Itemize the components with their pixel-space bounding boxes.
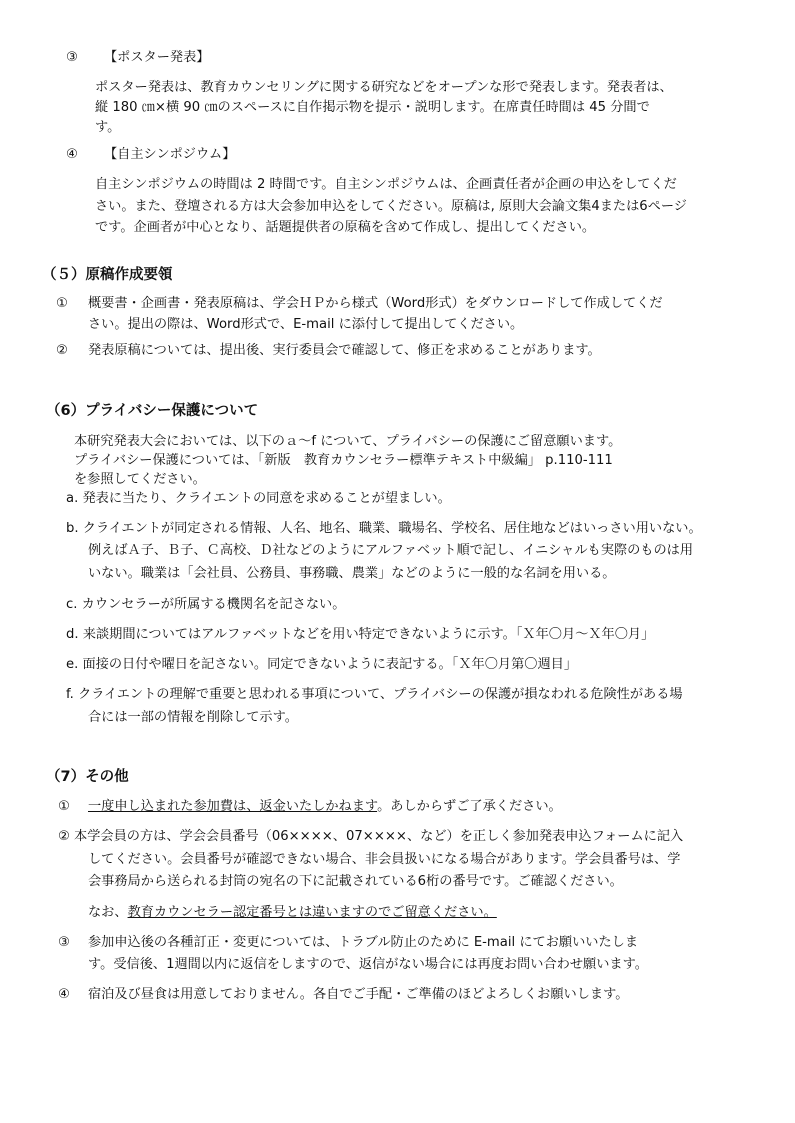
symposium-number: ④: [66, 147, 78, 162]
certification-number-notice: 教育カウンセラー認定番号とは違いますのでご留意ください。: [127, 905, 497, 920]
section-7-heading: （7）その他: [46, 769, 129, 785]
refund-notice-rest: 。あしからずご了承ください。: [377, 799, 562, 814]
sec5-item-2-line: 発表原稿については、提出後、実行委員会で確認して、修正を求めることがあります。: [88, 343, 601, 358]
refund-notice: 一度申し込まれた参加費は、返金いたしかねます: [88, 799, 378, 814]
symposium-text-line: さい。また、登壇される方は大会参加申込をしてください。原稿は, 原則大会論文集4または6ページ: [95, 199, 687, 214]
sec5-item-1-line: さい。提出の際は、Word形式で、E-mail に添付して提出してください。: [88, 317, 524, 332]
sec5-item-1-line: 概要書・企画書・発表原稿は、学会ＨＰから様式（Word形式）をダウンロードして作成してくだ: [88, 296, 663, 311]
sec6-item-f: f. クライエントの理解で重要と思われる事項について、プライバシーの保護が損なわれる危険性がある場: [66, 687, 683, 702]
sec6-item-b-continued: いない。職業は「会社員、公務員、事務職、農業」などのように一般的な名詞を用いる。: [88, 566, 616, 581]
poster-number: ③: [66, 50, 78, 65]
sec7-item-3-line: す。受信後、1週間以内に返信をしますので、返信がない場合には再度お問い合わせ願います。: [88, 957, 648, 972]
note-prefix: なお、: [88, 905, 128, 920]
sec7-item-4-line: 宿泊及び昼食は用意しておりません。各自でご手配・ご準備のほどよろしくお願いします。: [88, 987, 629, 1002]
sec7-item-4-number: ④: [58, 987, 70, 1002]
symposium-text-line: です。企画者が中心となり、話題提供者の原稿を含めて作成し、提出してください。: [95, 220, 596, 235]
sec6-intro-line: プライバシー保護については、「新版 教育カウンセラー標準テキスト中級編」 p.110-111: [74, 453, 613, 468]
sec7-item-2-line: してください。会員番号が確認できない場合、非会員扱いになる場合があります。学会員番号は、学: [88, 852, 681, 867]
sec7-item-1-line: [88, 798, 562, 816]
poster-text-line: 縦 180 ㎝×横 90 ㎝のスペースに自作掲示物を提示・説明します。在席責任時間は 45 分間で: [95, 100, 650, 115]
sec6-item-b-continued: 例えばＡ子、Ｂ子、Ｃ高校、Ｄ社などのようにアルファベット順で記し、イニシャルも実際のものは用: [88, 543, 694, 558]
sec5-item-2-number: ②: [56, 343, 68, 358]
section-5-heading: （５）原稿作成要領: [42, 267, 173, 283]
sec6-item-d: d. 来談期間についてはアルファベットなどを用い特定できないように示す。「Ｘ年〇月～Ｘ年〇月」: [66, 627, 655, 642]
poster-title: 【ポスター発表】: [104, 50, 210, 65]
sec6-intro-line: 本研究発表大会においては、以下のａ～f について、プライバシーの保護にご留意願います。: [74, 434, 622, 449]
symposium-title: 【自主シンポジウム】: [104, 147, 236, 162]
sec6-item-b: b. クライエントが同定される情報、人名、地名、職業、職場名、学校名、居住地などはいっさい用いない。: [66, 521, 702, 536]
sec5-item-1-number: ①: [56, 296, 68, 311]
sec7-item-2-line: ② 本学会員の方は、学会会員番号（06××××、07××××、など）を正しく参加発表申込フォームに記入: [58, 829, 684, 844]
sec7-item-3-line: 参加申込後の各種訂正・変更については、トラブル防止のために E-mail にてお願いいたしま: [88, 935, 639, 950]
sec7-item-2-line: 会事務局から送られる封筒の宛名の下に記載されている6桁の番号です。ご確認ください。: [88, 874, 623, 889]
sec6-item-e: e. 面接の日付や曜日を記さない。同定できないように表記する。「Ｘ年〇月第〇週目」: [66, 657, 578, 672]
sec7-item-1-number: ①: [58, 799, 70, 814]
symposium-text-line: 自主シンポジウムの時間は 2 時間です。自主シンポジウムは、企画責任者が企画の申込をしてくだ: [95, 177, 677, 192]
sec6-intro-line: を参照してください。: [74, 472, 206, 487]
sec6-item-c: c. カウンセラーが所属する機関名を記さない。: [66, 597, 346, 612]
poster-text-line: す。: [95, 120, 121, 135]
poster-text-line: ポスター発表は、教育カウンセリングに関する研究などをオープンな形で発表します。発表者は、: [95, 80, 673, 95]
section-6-heading: （6）プライバシー保護について: [46, 403, 259, 419]
sec7-item-3-number: ③: [58, 935, 70, 950]
sec6-item-f-continued: 合には一部の情報を削除して示す。: [88, 710, 298, 725]
sec6-item-a: a. 発表に当たり、クライエントの同意を求めることが望ましい。: [66, 491, 451, 506]
sec7-item-2-note: [88, 904, 497, 922]
